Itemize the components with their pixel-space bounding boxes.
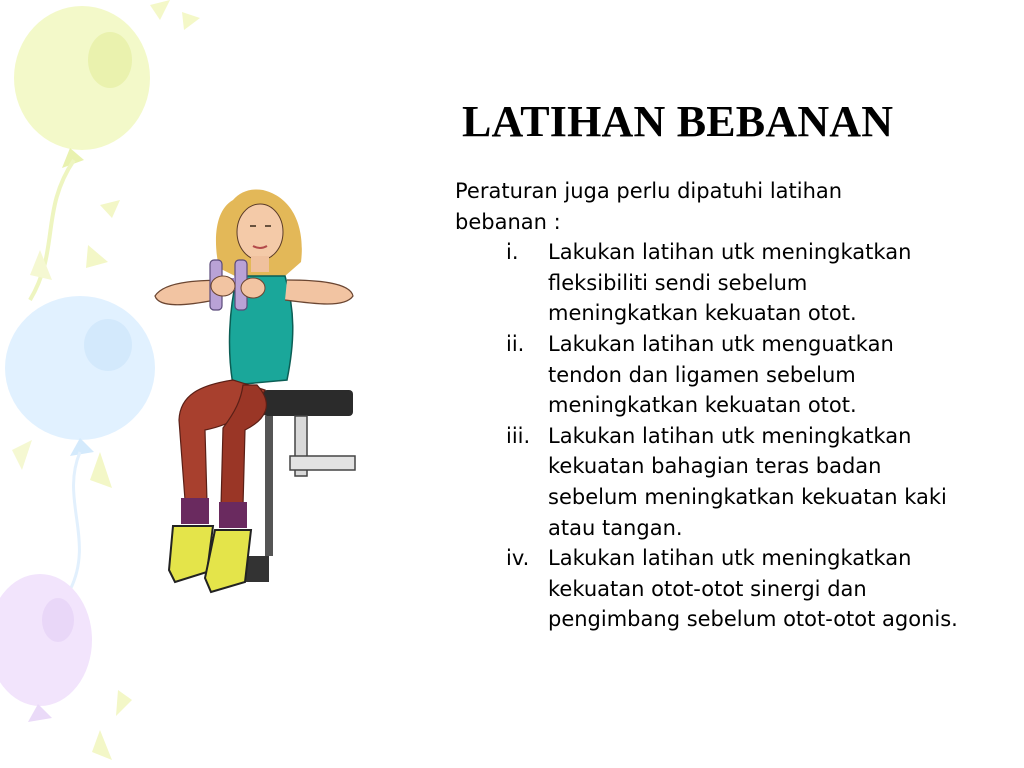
intro-paragraph [455, 176, 1015, 237]
slide-title: LATIHAN BEBANAN [462, 97, 894, 146]
list-item-line: kekuatan otot-otot sinergi dan [548, 576, 867, 601]
list-item-line: Lakukan latihan utk meningkatkan [548, 546, 912, 571]
list-item-line: Lakukan latihan utk meningkatkan [548, 240, 912, 265]
list-item-line: Lakukan latihan utk menguatkan [548, 331, 894, 356]
list-item-line: kekuatan bahagian teras badan [548, 454, 882, 479]
list-item [506, 329, 1015, 421]
list-marker: iv. [506, 546, 530, 571]
list-item-line: tendon dan ligamen sebelum [548, 362, 856, 387]
list-item-line: meningkatkan kekuatan otot. [548, 393, 857, 418]
intro-line: Peraturan juga perlu dipatuhi latihan [455, 179, 843, 203]
list-item [506, 543, 1015, 635]
list-marker: iii. [506, 423, 531, 448]
list-item [506, 421, 1015, 543]
woman-lifting-dumbbells-illustration-icon [145, 180, 360, 610]
list-item-line: atau tangan. [548, 515, 683, 540]
list-item-line: fleksibiliti sendi sebelum [548, 270, 808, 295]
list-item-line: sebelum meningkatkan kekuatan kaki [548, 484, 947, 509]
rules-list [455, 237, 1015, 635]
intro-line: bebanan : [455, 209, 561, 234]
list-marker: i. [506, 240, 519, 265]
list-item [506, 237, 1015, 329]
list-item-line: meningkatkan kekuatan otot. [548, 301, 857, 326]
list-item-line: pengimbang sebelum otot-otot agonis. [548, 607, 958, 632]
list-marker: ii. [506, 331, 525, 356]
slide-body [455, 176, 1015, 635]
list-item-line: Lakukan latihan utk meningkatkan [548, 423, 912, 448]
